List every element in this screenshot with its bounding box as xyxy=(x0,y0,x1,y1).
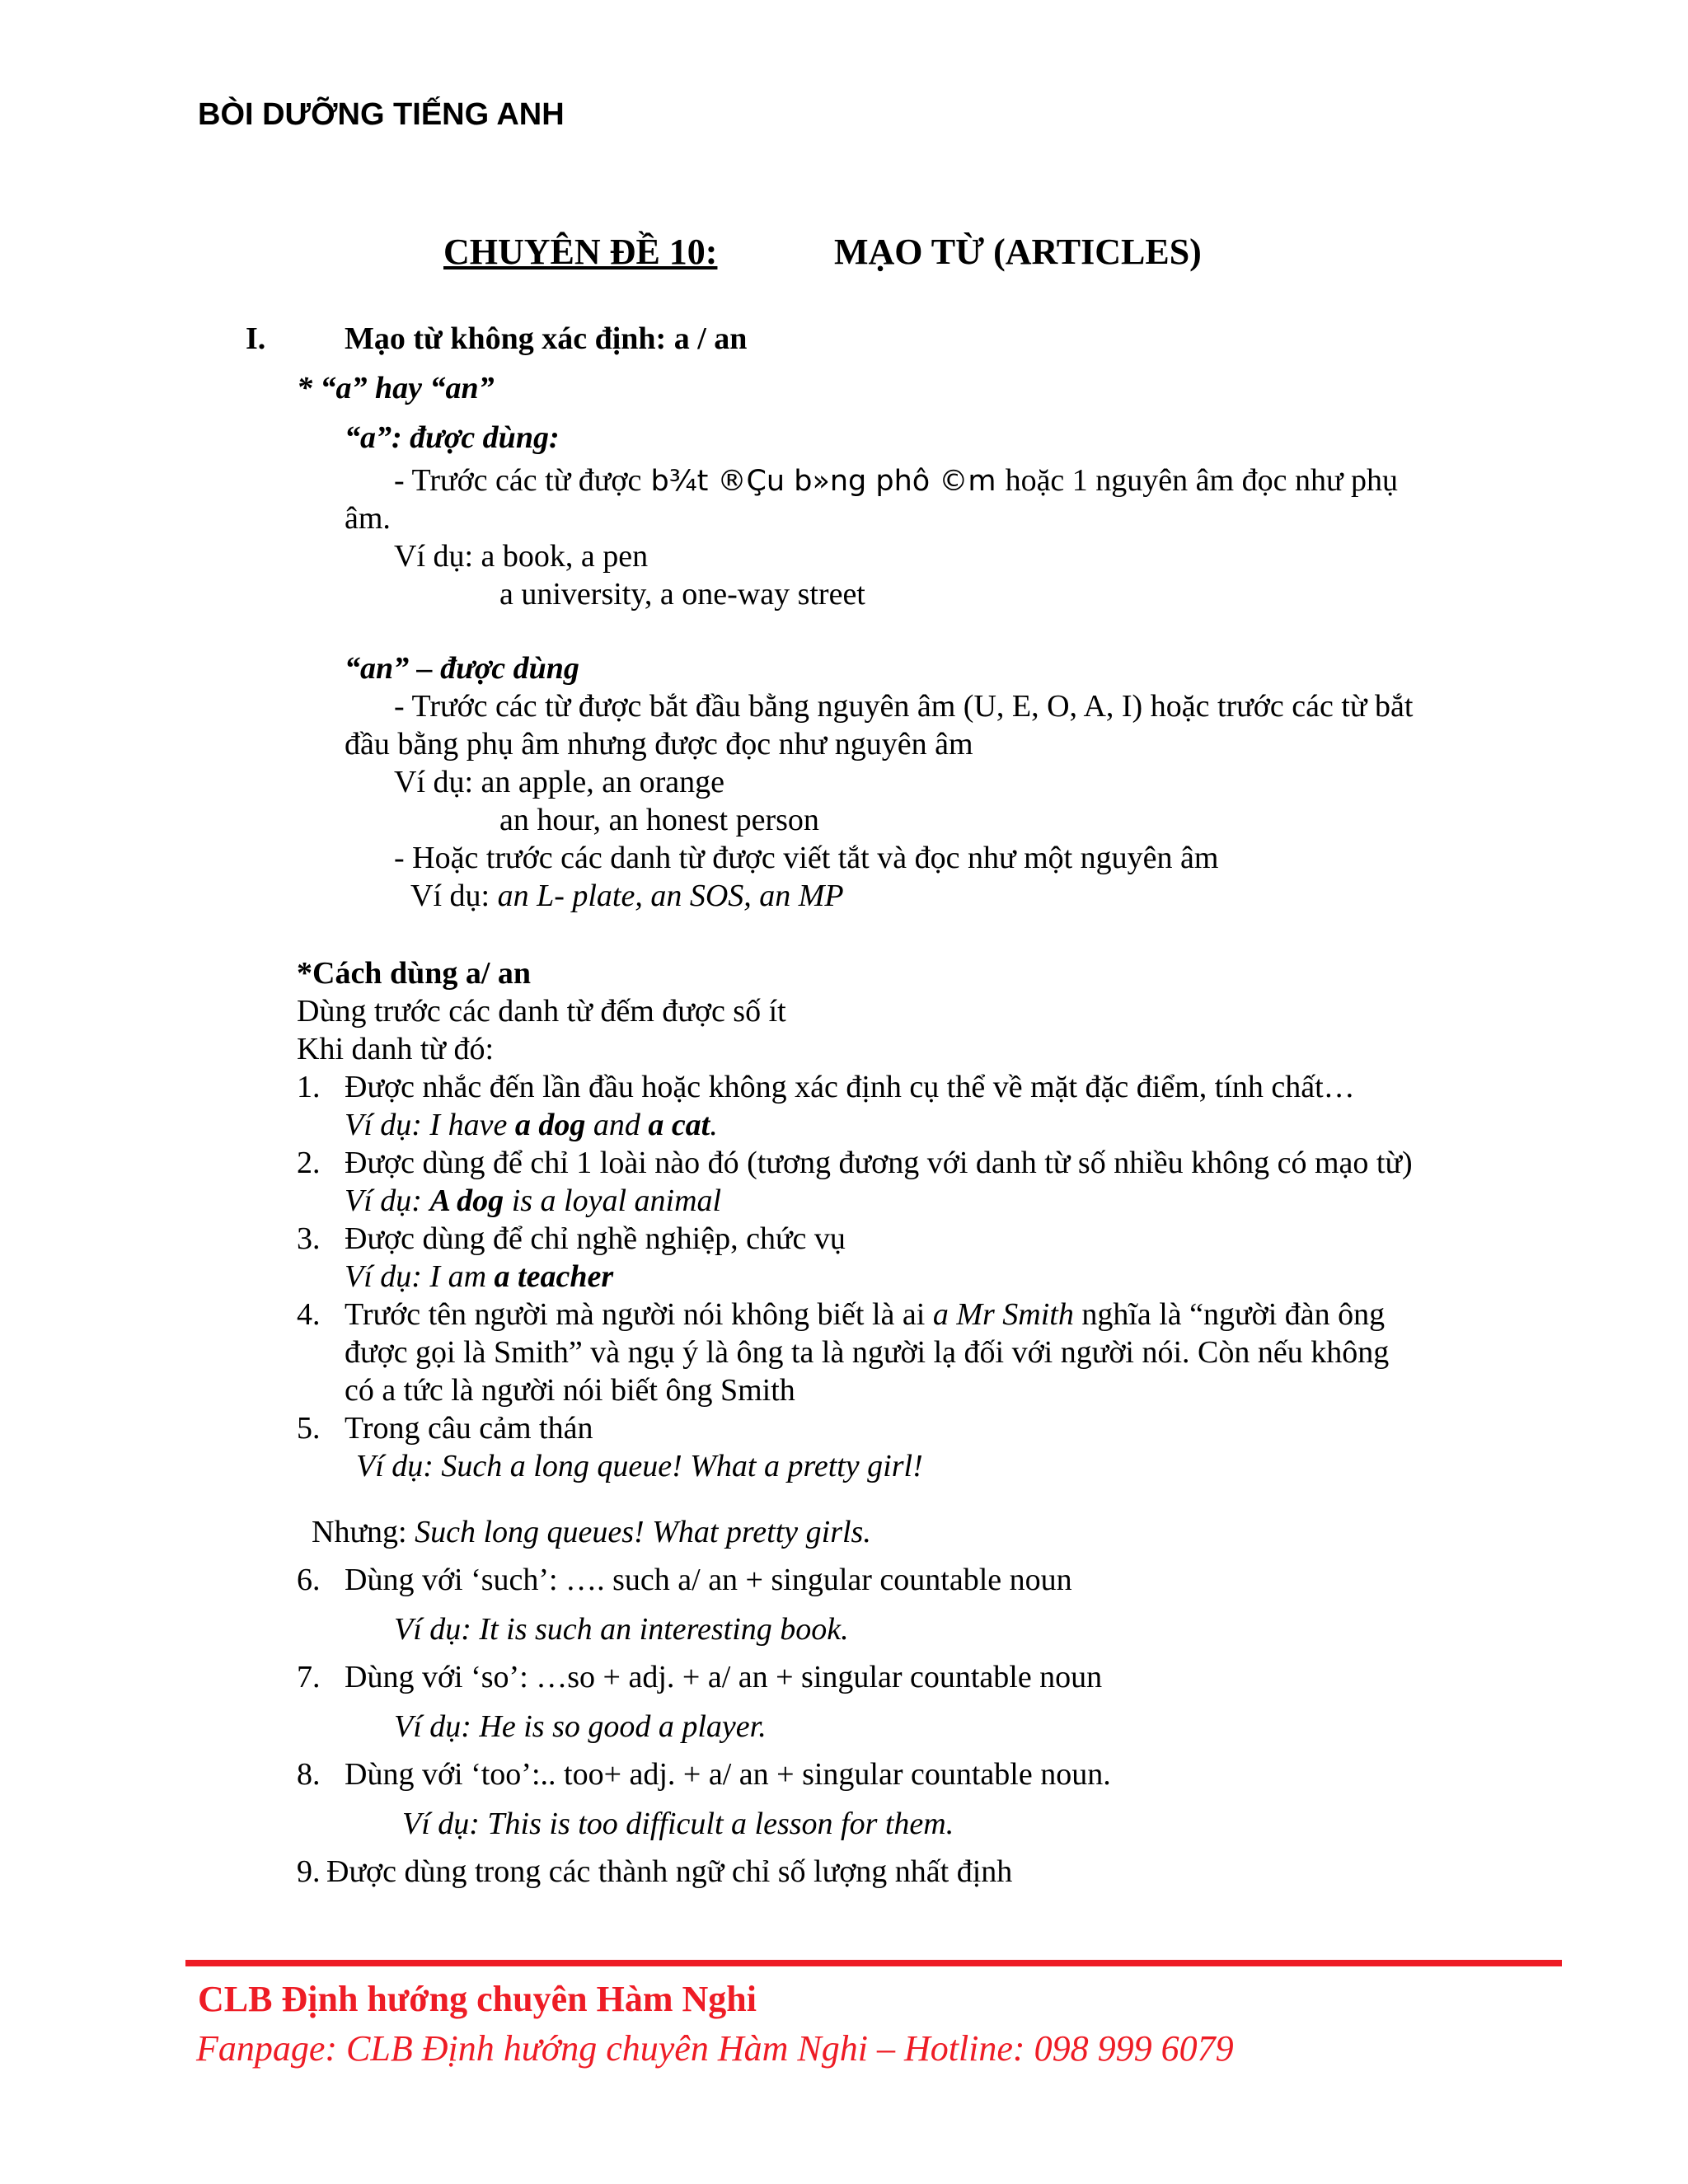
contrast-note xyxy=(312,1513,871,1551)
usage-line-2: Khi danh từ đó: xyxy=(297,1032,495,1066)
example-part: Ví dụ: xyxy=(345,1183,430,1218)
a-rule-garbled-text: b¾t ®Çu b»ng phô ©m xyxy=(641,465,1006,498)
list-item-example: Ví dụ: This is too difficult a lesson for them. xyxy=(402,1807,954,1841)
example-emphasis: a cat xyxy=(648,1108,710,1142)
list-item-text: Dùng với ‘so’: …so + adj. + a/ an + singular countable noun xyxy=(345,1660,1103,1694)
list-item-text: Được dùng để chỉ nghề nghiệp, chức vụ xyxy=(345,1221,846,1256)
list-item-text: Trong câu cảm thán xyxy=(345,1411,593,1446)
example-emphasis: a teacher xyxy=(494,1259,614,1294)
list-item-number: 8. xyxy=(297,1757,321,1792)
list-item-text: Dùng với ‘too’:.. too+ adj. + a/ an + singular countable noun. xyxy=(345,1757,1111,1792)
a-or-an-subheading: * “a” hay “an” xyxy=(297,371,495,405)
list-item-wrap: được gọi là Smith” và ngụ ý là ông ta là người lạ đối với người nói. Còn nếu không xyxy=(345,1335,1390,1370)
example-emphasis: A dog xyxy=(429,1183,504,1218)
example-part: Ví dụ: I have xyxy=(345,1108,515,1142)
a-example-1: Ví dụ: a book, a pen xyxy=(394,539,649,574)
item-text-emphasis: a Mr Smith xyxy=(932,1297,1074,1332)
example-part: Ví dụ: I am xyxy=(345,1259,495,1294)
a-example-2: a university, a one-way street xyxy=(499,577,865,612)
list-item-example xyxy=(345,1106,718,1144)
item-text-part: nghĩa là “người đàn ông xyxy=(1073,1297,1386,1332)
list-item-wrap: có a tức là người nói biết ông Smith xyxy=(345,1373,795,1408)
list-item-number: 7. xyxy=(297,1660,321,1694)
a-usage-heading: “a”: được dùng: xyxy=(345,420,560,455)
usage-line-1: Dùng trước các danh từ đếm được số ít xyxy=(297,994,786,1029)
an-usage-heading: “an” – được dùng xyxy=(345,651,579,686)
list-item-example: Ví dụ: It is such an interesting book. xyxy=(394,1612,849,1647)
contrast-example: Such long queues! What pretty girls. xyxy=(415,1515,871,1549)
an-example-1: Ví dụ: an apple, an orange xyxy=(394,765,724,799)
an-example-3-lead: Ví dụ: xyxy=(410,879,498,913)
section-heading: Mạo từ không xác định: a / an xyxy=(345,321,748,356)
an-example-2: an hour, an honest person xyxy=(499,803,819,837)
a-rule-wrap: âm. xyxy=(345,501,391,536)
example-part: is a loyal animal xyxy=(504,1183,722,1218)
topic-name-title: MẠO TỪ (ARTICLES) xyxy=(834,232,1202,272)
document-header-label: BÒI DƯỠNG TIẾNG ANH xyxy=(198,97,565,132)
list-item-number: 5. xyxy=(297,1411,321,1446)
list-item-example: Ví dụ: Such a long queue! What a pretty girl! xyxy=(356,1449,923,1483)
list-item-text: Được dùng trong các thành ngữ chỉ số lượng nhất định xyxy=(326,1854,1013,1889)
list-item-text: Được nhắc đến lần đầu hoặc không xác định cụ thể về mặt đặc điểm, tính chất… xyxy=(345,1070,1355,1104)
footer-club-name: CLB Định hướng chuyên Hàm Nghi xyxy=(198,1979,757,2019)
list-item-text: Được dùng để chỉ 1 loài nào đó (tương đương với danh từ số nhiều không có mạo từ) xyxy=(345,1146,1413,1180)
example-part: . xyxy=(710,1108,718,1142)
list-item-number: 3. xyxy=(297,1221,321,1256)
an-example-3-text: an L- plate, an SOS, an MP xyxy=(497,879,844,913)
usage-heading: *Cách dùng a/ an xyxy=(297,956,532,991)
list-item-example: Ví dụ: He is so good a player. xyxy=(394,1709,767,1744)
example-part: and xyxy=(585,1108,649,1142)
example-emphasis: a dog xyxy=(514,1108,586,1142)
footer-contact: Fanpage: CLB Định hướng chuyên Hàm Nghi – Hotline: 098 999 6079 xyxy=(196,2028,1234,2069)
a-rule-end: hoặc 1 nguyên âm đọc như phụ xyxy=(1005,463,1399,498)
list-item-example xyxy=(345,1182,721,1220)
an-example-3 xyxy=(410,877,844,915)
item-text-part: Trước tên người mà người nói không biết là ai xyxy=(345,1297,933,1332)
an-rule-2: - Hoặc trước các danh từ được viết tắt và đọc như một nguyên âm xyxy=(394,841,1219,875)
section-numeral: I. xyxy=(246,321,266,356)
an-rule-1: - Trước các từ được bắt đầu bằng nguyên âm (U, E, O, A, I) hoặc trước các từ bắt xyxy=(394,689,1414,724)
a-rule-start: - Trước các từ được xyxy=(394,463,642,498)
list-item-number: 6. xyxy=(297,1563,321,1597)
list-item-example xyxy=(345,1258,613,1296)
contrast-lead: Nhưng: xyxy=(312,1515,415,1549)
list-item-number: 4. xyxy=(297,1297,321,1332)
topic-number-title: CHUYÊN ĐỀ 10: xyxy=(443,232,718,272)
list-item-number: 1. xyxy=(297,1070,321,1104)
list-item-number: 2. xyxy=(297,1146,321,1180)
a-rule-line xyxy=(394,462,1398,500)
an-rule-1-wrap: đầu bằng phụ âm nhưng được đọc như nguyên âm xyxy=(345,727,973,762)
list-item-text: Dùng với ‘such’: …. such a/ an + singular countable noun xyxy=(345,1563,1072,1597)
footer-divider xyxy=(185,1960,1562,1966)
list-item-number: 9. xyxy=(297,1854,321,1889)
list-item-text xyxy=(345,1296,1385,1333)
